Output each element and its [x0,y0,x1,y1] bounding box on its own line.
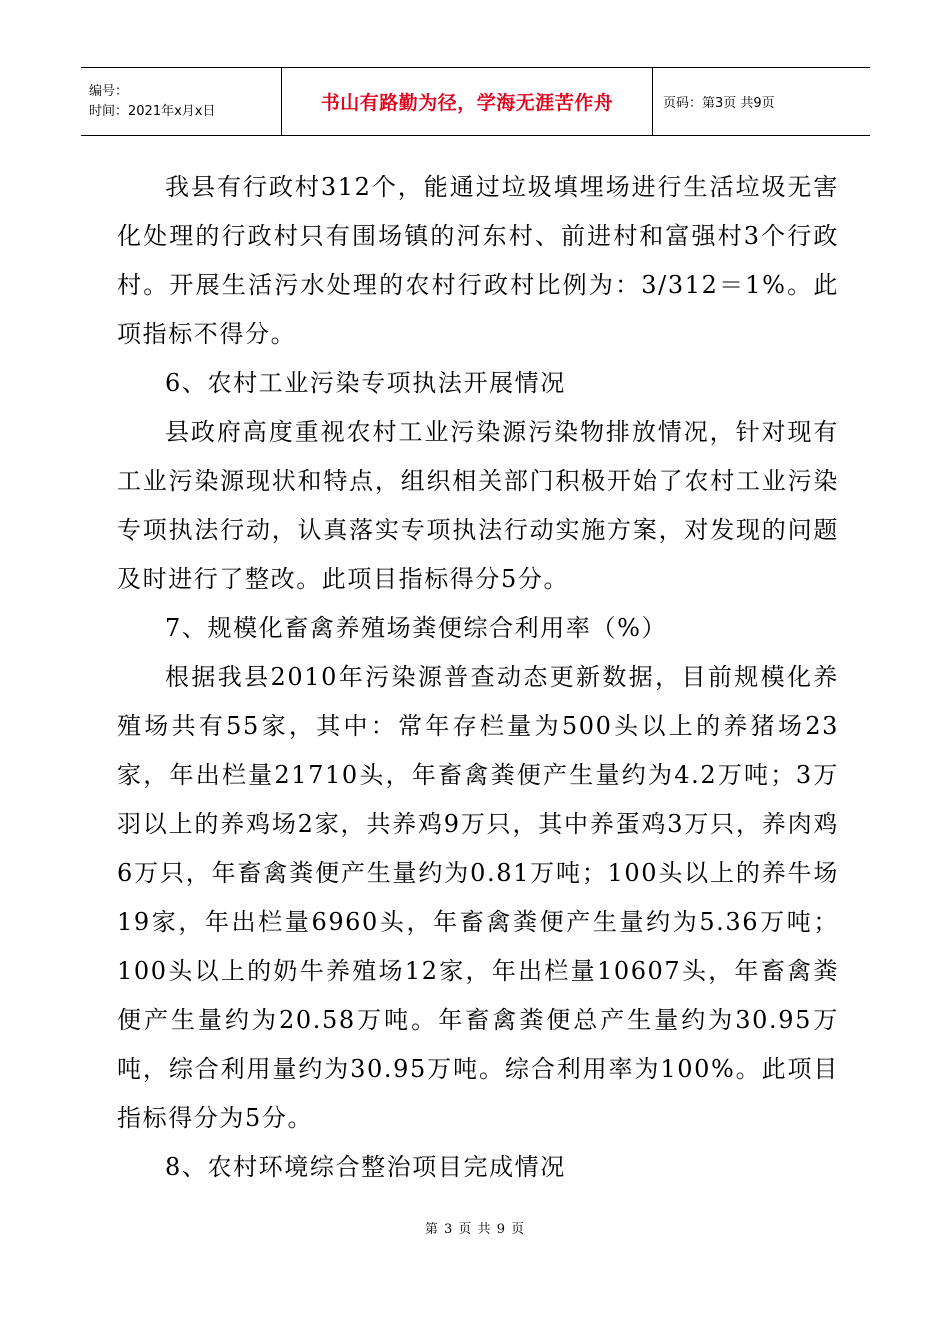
section-heading: 7、规模化畜禽养殖场粪便综合利用率（%） [165,614,668,642]
document-body [117,163,839,1192]
document-number-label: 编号： [89,83,129,99]
header-motto-cell [282,68,653,135]
page-footer: 第 3 页 共 9 页 [424,1222,526,1237]
header-page-info: 页码：第3页 共9页 [663,96,775,111]
document-header [81,67,870,136]
header-meta-cell [81,68,282,135]
document-time-label: 时间：2021年x月x日 [89,103,216,119]
section-heading: 6、农村工业污染专项执法开展情况 [165,369,566,397]
header-page-cell [653,68,870,135]
paragraph: 根据我县2010年污染源普查动态更新数据，目前规模化养殖场共有55家，其中：常年存栏量为500头以上的养猪场23家，年出栏量21710头，年畜禽粪便产生量约为4.2万吨；3万羽以上的养鸡场2家，共养鸡9万只，其中养蛋鸡3万只，养肉鸡6万只，年畜禽粪便产生量约为0.81万吨；100头以上的养牛场19家，年出栏量6960头，年畜禽粪便产生量约为5.36万吨；100头以上的奶牛养殖场12家，年出栏量10607头，年畜禽粪便产生量约为20.58万吨。年畜禽粪便总产生量约为30.95万吨，综合利用量约为30.95万吨。综合利用率为100%。此项目指标得分为5分。 [117,663,839,1132]
section-heading: 8、农村环境综合整治项目完成情况 [165,1153,566,1181]
header-motto: 书山有路勤为径，学海无涯苦作舟 [320,92,614,114]
paragraph: 我县有行政村312个，能通过垃圾填埋场进行生活垃圾无害化处理的行政村只有围场镇的河东村、前进村和富强村3个行政村。开展生活污水处理的农村行政村比例为：3/312＝1%。此项指标不得分。 [117,173,839,348]
paragraph: 县政府高度重视农村工业污染源污染物排放情况，针对现有工业污染源现状和特点，组织相关部门积极开始了农村工业污染专项执法行动，认真落实专项执法行动实施方案，对发现的问题及时进行了整改。此项目指标得分5分。 [117,418,839,593]
